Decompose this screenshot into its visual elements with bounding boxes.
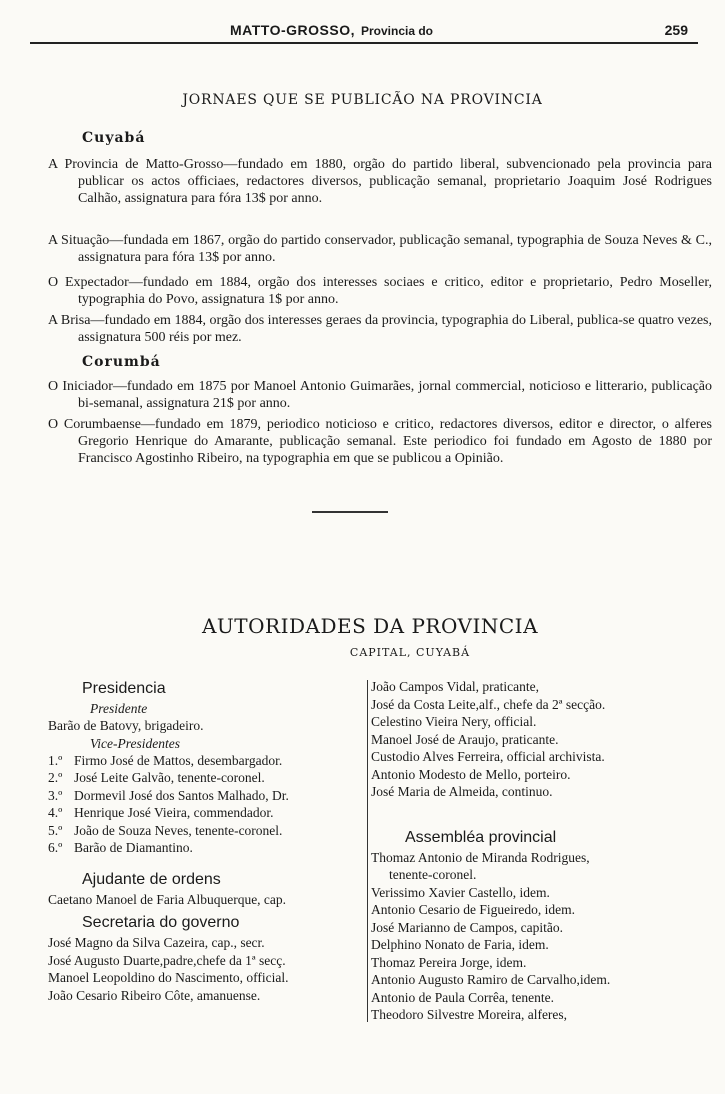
secretaria-member: Manoel José de Araujo, praticante. <box>371 731 559 747</box>
secretaria-member: Custodio Alves Ferreira, official archivista. <box>371 749 605 764</box>
secretaria-member: José Magno da Silva Cazeira, cap., secr. <box>48 935 265 950</box>
assembleia-member: Delphino Nonato de Faria, idem. <box>371 937 549 952</box>
assembleia-member: Antonio Cesario de Figueiredo, idem. <box>371 902 575 917</box>
secretaria-member: Celestino Vieira Nery, official. <box>371 714 537 729</box>
vice-president-row <box>48 769 366 787</box>
city-heading-cuyaba: Cuyabá <box>82 130 146 146</box>
assembleia-member: Antonio Augusto Ramiro de Carvalho,idem. <box>371 972 611 987</box>
running-title-main: MATTO-GROSSO, <box>230 22 355 38</box>
vice-president-row <box>48 787 366 805</box>
section-divider <box>312 511 388 513</box>
assembleia-member: Theodoro Silvestre Moreira, alferes, <box>371 1007 568 1022</box>
secretaria-heading: Secretaria do governo <box>82 914 240 931</box>
secretaria-member: João Cesario Ribeiro Côte, amanuense. <box>48 987 261 1003</box>
vice-number: 4.º <box>48 805 63 820</box>
vice-name: Firmo José de Mattos, desembargador. <box>74 752 283 768</box>
newspaper-entry: O Iniciador—fundado em 1875 por Manoel Antonio Guimarães, jornal commercial, noticioso e litterario, publicação bi-semanal, assignatura 21$ por anno. <box>48 379 712 411</box>
running-title-sub: Provincia do <box>360 24 434 38</box>
vice-president-row <box>48 822 366 840</box>
secretaria-member: Antonio Modesto de Mello, porteiro. <box>371 766 571 782</box>
secretaria-member: José Maria de Almeida, continuo. <box>371 784 553 799</box>
right-column <box>371 678 683 1024</box>
column-divider <box>367 680 368 1022</box>
presidente-name: Barão de Batovy, brigadeiro. <box>48 718 204 733</box>
autoridades-title: AUTORIDADES DA PROVINCIA <box>201 614 539 638</box>
running-title <box>230 22 433 38</box>
newspaper-entry: A Provincia de Matto-Grosso—fundado em 1880, orgão do partido liberal, subvencionado pela provincia para publicar os actos officiaes, redactores diversos, publicação semanal, proprietario Joaquim José Rodrigues Calhão, assignatura para fóra 13$ por anno. <box>48 157 712 206</box>
vice-number: 1.º <box>48 752 63 768</box>
assembleia-member: Thomaz Pereira Jorge, idem. <box>371 954 527 970</box>
vice-name: José Leite Galvão, tenente-coronel. <box>74 770 265 785</box>
vice-president-row <box>48 804 366 822</box>
assembleia-member: Verissimo Xavier Castello, idem. <box>371 884 550 900</box>
secretaria-member: José Augusto Duarte,padre,chefe da 1ª secç. <box>48 952 286 968</box>
jornaes-section-title: JORNAES QUE SE PUBLICÃO NA PROVINCIA <box>182 92 543 108</box>
page-number: 259 <box>664 22 688 38</box>
ajudante-heading: Ajudante de ordens <box>82 870 221 888</box>
presidente-label: Presidente <box>90 701 148 716</box>
city-heading-corumba: Corumbá <box>82 354 161 370</box>
running-header <box>30 20 698 44</box>
vice-number: 6.º <box>48 840 63 855</box>
newspaper-entry: A Situação—fundada em 1867, orgão do partido conservador, publicação semanal, typographia de Souza Neves & C., assignatura para fóra 13$ por anno. <box>48 233 712 265</box>
newspaper-entry: A Brisa—fundado em 1884, orgão dos interesses geraes da provincia, typographia do Liberal, publica-se quatro vezes, assignatura 500 réis por mez. <box>48 313 712 345</box>
newspaper-entry: O Corumbaense—fundado em 1879, periodico noticioso e critico, redactores diversos, editor e director, o alferes Gregorio Henrique do Amarante, publicação semanal. Este periodico foi fundado em Agosto de 1880 por Francisco Agostinho Ribeiro, na typographia em que se publicou a Opinião. <box>48 417 712 466</box>
secretaria-member: João Campos Vidal, praticante, <box>371 679 540 694</box>
vice-name: Dormevil José dos Santos Malhado, Dr. <box>74 787 289 803</box>
secretaria-member: José da Costa Leite,alf., chefe da 2ª secção. <box>371 696 606 712</box>
ajudante-name: Caetano Manoel de Faria Albuquerque, cap. <box>48 891 287 907</box>
assembleia-heading: Assembléa provincial <box>405 828 557 846</box>
assembleia-member: José Marianno de Campos, capitão. <box>371 919 563 935</box>
newspaper-entry: O Expectador—fundado em 1884, orgão dos interesses sociaes e critico, editor e proprietario, Pedro Moseller, typographia do Povo, assignatura 1$ por anno. <box>48 275 712 307</box>
vice-name: João de Souza Neves, tenente-coronel. <box>74 822 283 838</box>
vice-number: 2.º <box>48 770 63 785</box>
assembleia-member-cont: tenente-coronel. <box>389 867 477 882</box>
assembleia-member: Thomaz Antonio de Miranda Rodrigues, <box>371 849 590 865</box>
vice-president-row <box>48 839 366 857</box>
presidencia-heading: Presidencia <box>82 680 166 697</box>
vice-presidentes-label: Vice-Presidentes <box>90 735 180 751</box>
vice-number: 5.º <box>48 822 63 838</box>
secretaria-member: Manoel Leopoldino do Nascimento, official. <box>48 970 289 985</box>
vice-name: Barão de Diamantino. <box>74 840 193 855</box>
vice-number: 3.º <box>48 787 63 803</box>
autoridades-subtitle: CAPITAL, CUYABÁ <box>349 646 471 659</box>
vice-name: Henrique José Vieira, commendador. <box>74 805 274 820</box>
left-column <box>48 678 366 1004</box>
vice-president-row <box>48 752 366 770</box>
assembleia-member: Antonio de Paula Corrêa, tenente. <box>371 989 554 1005</box>
